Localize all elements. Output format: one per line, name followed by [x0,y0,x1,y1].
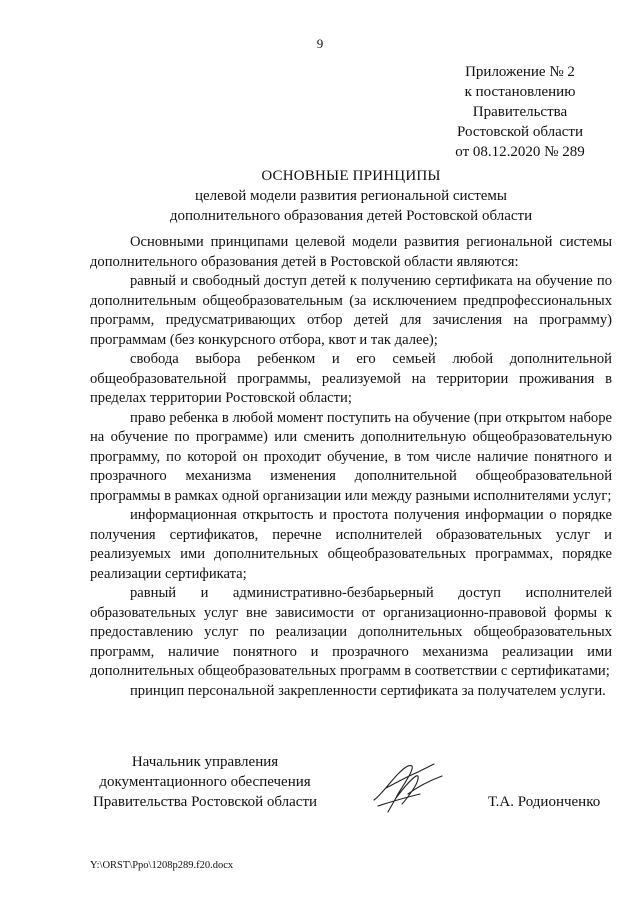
paragraph-intro: Основными принципами целевой модели развития региональной системы дополнительного образования детей в Ростовской области являются: [90,234,612,270]
signatory-name: Т.А. Родионченко [488,794,601,810]
handwritten-signature [368,754,448,818]
signatory-position [80,752,330,812]
paragraph-principle-5: равный и административно-безбарьерный доступ исполнителей образовательных услуг вне зависимости от организационно-правовой формы к предоставлению услуг по реализации дополнительных общеобразовательных программ, наличие понятного и прозрачного механизма реализации ими дополнительных общеобразовательных программ в соответствии с сертификатами; [90,585,612,679]
appendix-header [440,62,600,162]
position-line-2: документационного обеспечения [99,774,311,790]
paragraph-principle-4: информационная открытость и простота получения информации о порядке получения сертификатов, перечне исполнителей образовательных услуг и реализуемых ими дополнительных общеобразовательных программах, порядке реализации сертификата; [90,507,612,582]
paragraph-principle-2: свобода выбора ребенком и его семьей любой дополнительной общеобразовательной программы, реализуемой на территории проживания в пределах территории Ростовской области; [90,351,612,406]
position-line-1: Начальник управления [131,754,279,770]
appendix-line-3: Правительства [472,104,568,120]
paragraph-principle-1: равный и свободный доступ детей к получению сертификата на обучение по дополнительным общеобразовательным (за исключением предпрофессиональных программ, предусматривающих отбор детей для зачисления на программу) программам (без конкурсного отбора, квот и так далее); [90,273,612,348]
title-sub-1: целевой модели развития региональной системы [194,188,508,204]
appendix-line-4: Ростовской области [457,124,583,140]
paragraph-principle-6: принцип персональной закрепленности сертификата за получателем услуги. [130,682,606,699]
document-body [90,233,612,701]
title-main: ОСНОВНЫЕ ПРИНЦИПЫ [261,168,441,184]
title-sub-2: дополнительного образования детей Ростовской области [169,208,533,224]
appendix-line-2: к постановлению [464,84,576,100]
appendix-line-5: от 08.12.2020 № 289 [455,144,585,160]
document-title [90,166,612,226]
page-number: 9 [316,36,324,51]
paragraph-principle-3: право ребенка в любой момент поступить на обучение (при открытом наборе на обучение по программе) или сменить дополнительную общеобразовательную программу, по которой он проходит обучение, в том числе наличие понятного и прозрачного механизма изменения дополнительной общеобразовательной программы в рамках одной организации или между разными исполнителями услуг; [90,409,612,504]
file-path-footer: Y:\ORST\Ppo\1208p289.f20.docx [90,860,234,871]
appendix-line-1: Приложение № 2 [465,64,575,80]
position-line-3: Правительства Ростовской области [92,794,318,810]
